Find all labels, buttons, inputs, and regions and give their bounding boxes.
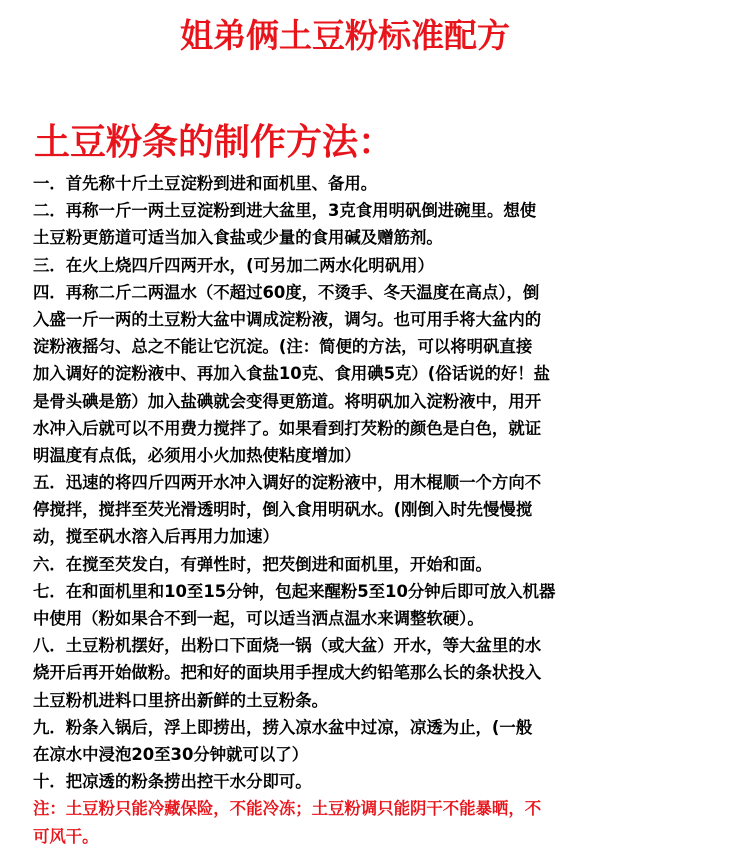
step-line: 土豆粉机进料口里挤出新鲜的土豆粉条。 xyxy=(33,690,329,710)
step-line: 四．再称二斤二两温水（不超过60度，不烫手、冬天温度在高点），倒 xyxy=(33,282,540,302)
section-heading: 土豆粉条的制作方法： xyxy=(34,122,395,163)
step-line: 烧开后再开始做粉。把和好的面块用手捏成大约铅笔那么长的条状投入 xyxy=(33,663,542,683)
step-line: 八．土豆粉机摆好，出粉口下面烧一锅（或大盆）开水，等大盆里的水 xyxy=(33,636,542,656)
step-line: 加入调好的淀粉液中、再加入食盐10克、食用碘5克）(俗话说的好！盐 xyxy=(33,364,551,384)
storage-note xyxy=(33,795,683,849)
step-line: 中使用（粉如果合不到一起，可以适当洒点温水来调整软硬）。 xyxy=(33,609,484,628)
step-line: 六．在搅至芡发白，有弹性时，把芡倒进和面机里，开始和面。 xyxy=(33,554,492,574)
step-line: 停搅拌，搅拌至芡光滑透明时，倒入食用明矾水。(刚倒入时先慢慢搅 xyxy=(33,500,533,520)
step-line: 三．在火上烧四斤四两开水，(可另加二两水化明矾用） xyxy=(33,255,434,275)
step-line: 是骨头碘是筋）加入盐碘就会变得更筋道。将明矾加入淀粉液中，用开 xyxy=(33,391,542,411)
step-line: 九．粉条入锅后，浮上即捞出，捞入凉水盆中过凉，凉透为止，(一般 xyxy=(33,717,533,737)
step-line: 一．首先称十斤土豆淀粉到进和面机里、备用。 xyxy=(33,174,378,193)
note-line: 可风干。 xyxy=(33,826,99,846)
step-line: 水冲入后就可以不用费力搅拌了。如果看到打芡粉的颜色是白色，就证 xyxy=(33,418,542,438)
step-line: 土豆粉更筋道可适当加入食盐或少量的食用碱及赠筋剂。 xyxy=(33,228,443,248)
step-line: 明温度有点低，必须用小火加热使粘度增加） xyxy=(33,445,361,465)
step-line: 淀粉液摇匀、总之不能让它沉淀。(注：简便的方法，可以将明矾直接 xyxy=(33,337,533,357)
step-line: 十．把凉透的粉条捞出控干水分即可。 xyxy=(33,772,312,792)
step-line: 七．在和面机里和10至15分钟，包起来醒粉5至10分钟后即可放入机器 xyxy=(33,581,556,601)
note-line: 注：土豆粉只能冷藏保险，不能冷冻；土豆粉调只能阴干不能暴晒，不 xyxy=(33,799,542,819)
page-title: 姐弟俩土豆粉标准配方 xyxy=(180,16,510,55)
step-line: 动，搅至矾水溶入后再用力加速） xyxy=(33,527,279,547)
recipe-steps xyxy=(33,170,683,850)
step-line: 五．迅速的将四斤四两开水冲入调好的淀粉液中，用木棍顺一个方向不 xyxy=(33,473,542,493)
step-line: 二．再称一斤一两土豆淀粉到进大盆里，3克食用明矾倒进碗里。想使 xyxy=(33,201,537,221)
step-line: 入盛一斤一两的土豆粉大盆中调成淀粉液，调匀。也可用手将大盆内的 xyxy=(33,309,542,329)
step-line: 在凉水中浸泡20至30分钟就可以了） xyxy=(33,744,309,764)
